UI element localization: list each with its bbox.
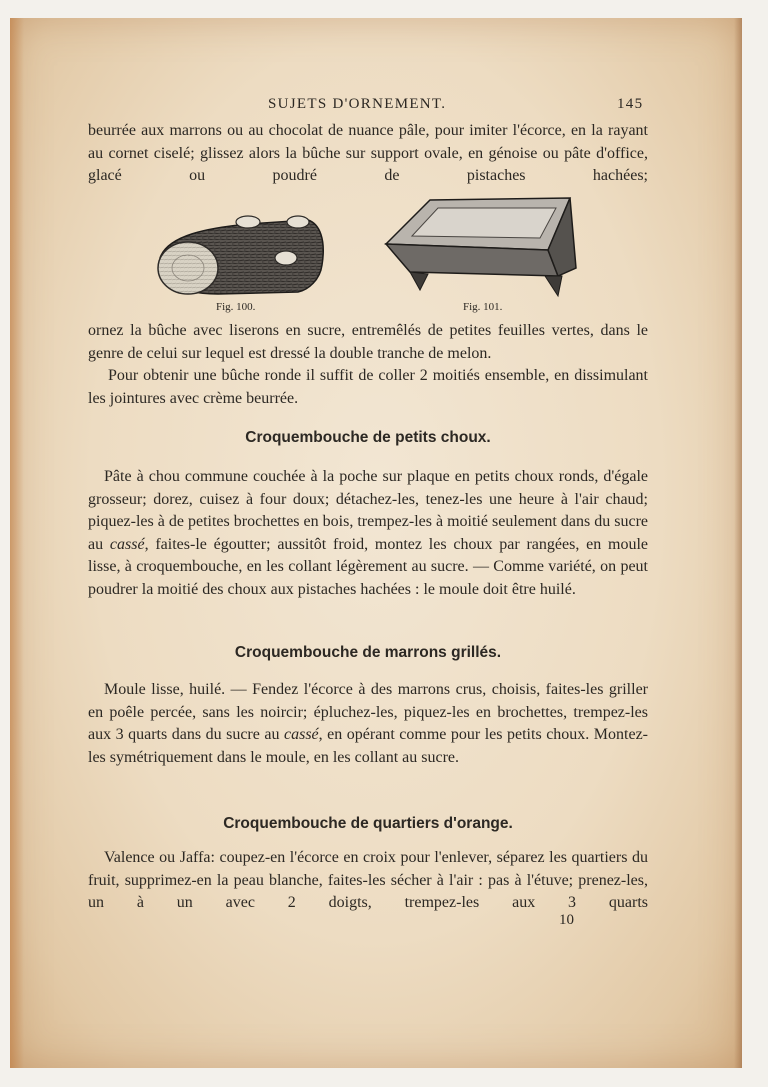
- paragraph-quartiers-orange: Valence ou Jaffa: coupez-en l'écorce en croix pour l'enlever, séparez les quartiers du fruit, supprimez-en la peau blanche, faites-les sécher à l'air : pas à l'étuve; prenez-les, un à un avec 2 doigts, trempez-les aux 3 quarts: [88, 849, 648, 912]
- intro-paragraph: beurrée aux marrons ou au chocolat de nuance pâle, pour imiter l'écorce, en la rayant au cornet ciselé; glissez alors la bûche sur support ovale, en génoise ou pâte d'office, glacé ou poudré de pistaches hachées;: [88, 122, 648, 185]
- paragraph-ornament: ornez la bûche avec liserons en sucre, entremêlés de petites feuilles vertes, dans le genre de celui sur lequel est dressé la double tranche de melon.: [88, 322, 648, 362]
- heading-marrons-grilles: Croquembouche de marrons grillés.: [234, 644, 502, 661]
- trough-support-icon: [380, 194, 580, 298]
- paragraph-petits-choux: Pâte à chou commune couchée à la poche sur plaque en petits choux ronds, d'égale grosseur; dorez, cuisez à four doux; détachez-les, tenez-les une heure à l'air chaud; piquez-les à de petites brochettes en bois, trempez-les à moitié seulement dans du sucre au cassé, faites-le égoutter; aussitôt froid, montez les choux par rangées, en moule lisse, à croquembouche, en les collant légèrement au sucre. — Comme variété, on peut poudrer la moitié des choux aux pistaches hachées : le moule doit être huilé.: [88, 468, 649, 598]
- paragraph-marrons-grilles: Moule lisse, huilé. — Fendez l'écorce à des marrons crus, choisis, faites-les griller en poêle percée, sans les noircir; épluchez-les, piquez-les en brochettes, trempez-les aux 3 quarts dans du sucre au cassé, en opérant comme pour les petits choux. Montez-les symétriquement dans le moule, en les collant au sucre.: [88, 681, 649, 766]
- figure-100-caption: Fig. 100.: [216, 301, 256, 313]
- page-number: 145: [617, 96, 644, 112]
- book-page: [10, 18, 742, 1068]
- signature-mark: 10: [559, 912, 574, 928]
- heading-quartiers-orange: Croquembouche de quartiers d'orange.: [223, 815, 513, 832]
- running-title: SUJETS D'ORNEMENT.: [268, 96, 447, 112]
- heading-petits-choux: Croquembouche de petits choux.: [245, 429, 491, 446]
- paragraph-round-log: Pour obtenir une bûche ronde il suffit de coller 2 moitiés ensemble, en dissimulant les jointures avec crème beurrée.: [88, 367, 648, 407]
- log-cake-icon: [148, 210, 328, 300]
- figure-101-caption: Fig. 101.: [463, 301, 503, 313]
